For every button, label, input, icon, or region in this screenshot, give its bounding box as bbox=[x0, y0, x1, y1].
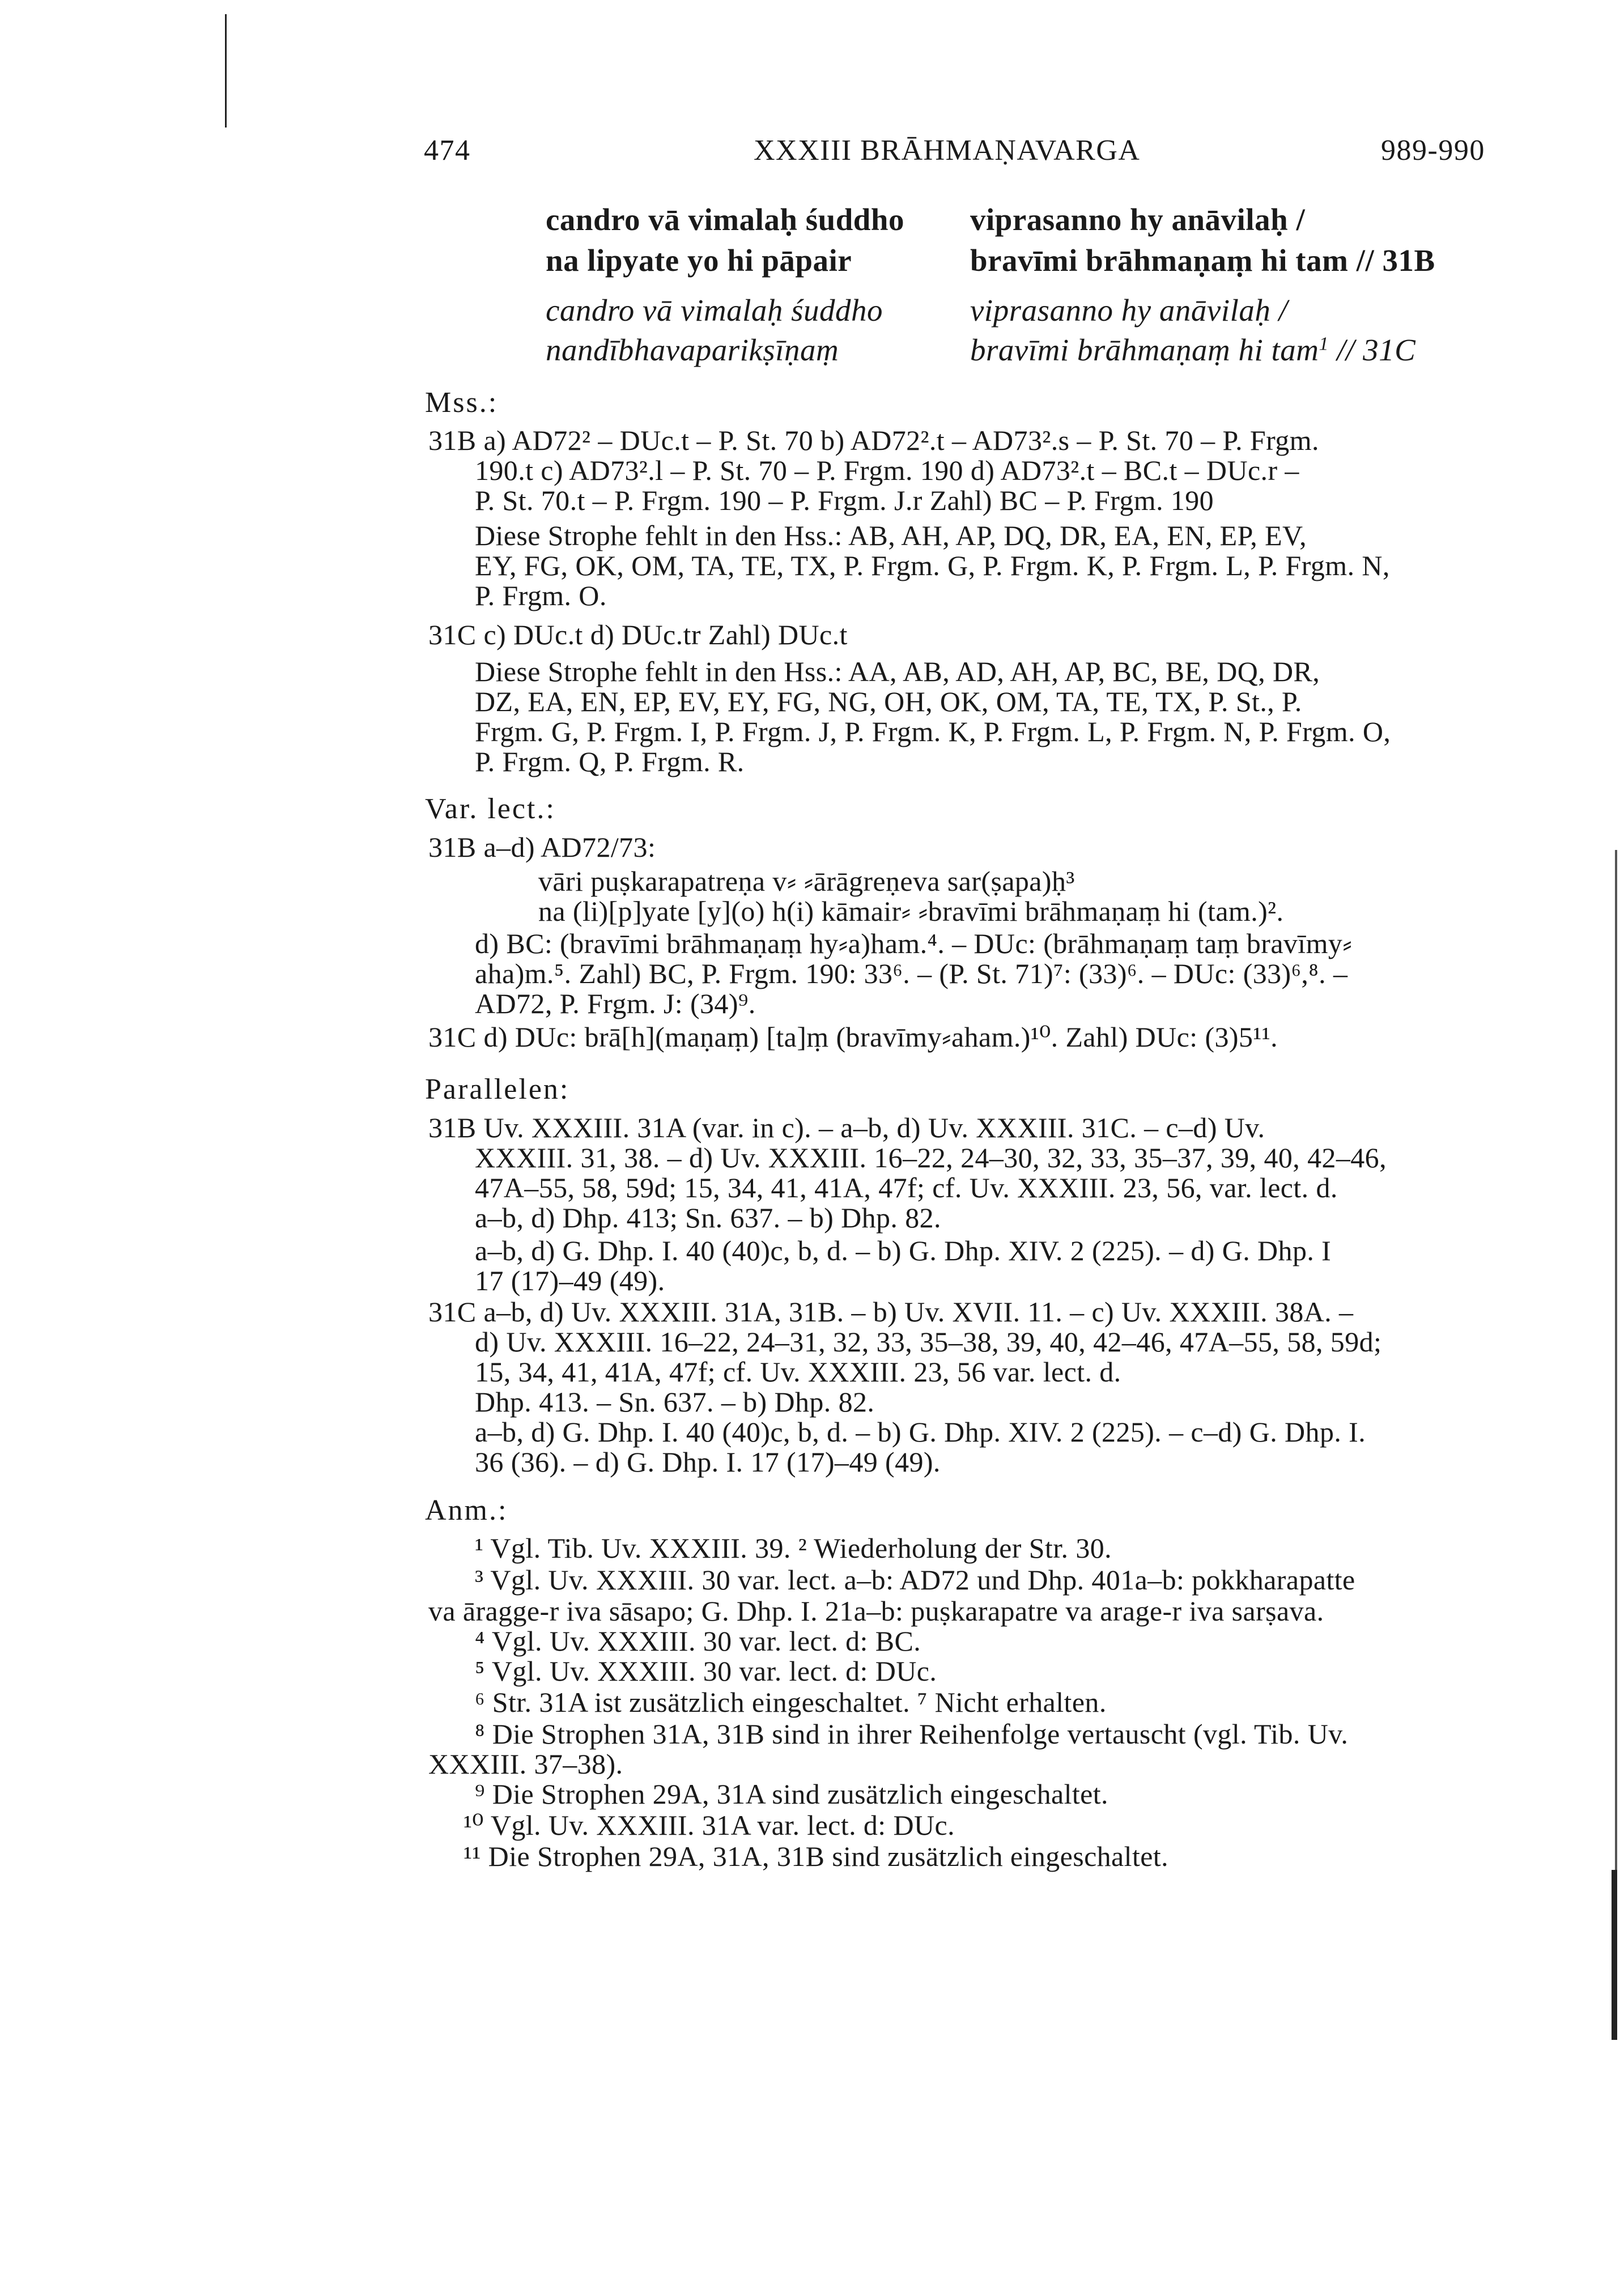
footnote-line: ⁶ Str. 31A ist zusätzlich eingeschaltet. ⁷ Nicht erhalten. bbox=[475, 1686, 1107, 1718]
verse-31b-line1-a: candro vā vimalaḥ śuddho bbox=[546, 202, 904, 237]
var-lect-line: aha)m.⁵. Zahl) BC, P. Frgm. 190: 33⁶. – (P. St. 71)⁷: (33)⁶. – DUc: (33)⁶,⁸. – bbox=[475, 958, 1348, 989]
mss-line: Frgm. G, P. Frgm. I, P. Frgm. J, P. Frgm. K, P. Frgm. L, P. Frgm. N, P. Frgm. O, bbox=[475, 716, 1391, 747]
var-lect-line: na (li)[p]yate [y](o) h(i) kāmair⸗ ⸗bravīmi brāhmaṇaṃ hi (tam.)². bbox=[538, 895, 1284, 927]
verse-31c-line1-b: viprasanno hy anāvilaḥ / bbox=[970, 293, 1288, 328]
section-parallelen-heading: Parallelen: bbox=[425, 1073, 570, 1106]
mss-line: P. St. 70.t – P. Frgm. 190 – P. Frgm. J.r Zahl) BC – P. Frgm. 190 bbox=[475, 484, 1214, 516]
section-mss-heading: Mss.: bbox=[425, 386, 499, 419]
footnote-line: ¹⁰ Vgl. Uv. XXXIII. 31A var. lect. d: DUc. bbox=[464, 1809, 955, 1841]
verse-31c-line2-b: bravīmi brāhmaṇaṃ hi tam$^1$ // 31C bbox=[970, 333, 1416, 367]
footnote-line: XXXIII. 37–38). bbox=[428, 1748, 623, 1780]
verse-31b-line2-b: bravīmi brāhmaṇaṃ hi tam // 31B bbox=[970, 243, 1435, 278]
scan-edge-mark-right-lower bbox=[1612, 1870, 1617, 2040]
verse-range: 989-990 bbox=[1381, 134, 1485, 167]
var-lect-line: 31B a–d) AD72/73: bbox=[428, 831, 656, 863]
parallelen-line: 47A–55, 58, 59d; 15, 34, 41, 41A, 47f; cf. Uv. XXXIII. 23, 56, var. lect. d. bbox=[475, 1172, 1338, 1204]
scan-edge-mark-top bbox=[225, 14, 227, 127]
mss-line: P. Frgm. O. bbox=[475, 580, 607, 611]
verse-31b-line1-b: viprasanno hy anāvilaḥ / bbox=[970, 202, 1306, 237]
mss-line: Diese Strophe fehlt in den Hss.: AA, AB, AD, AH, AP, BC, BE, DQ, DR, bbox=[475, 656, 1320, 687]
var-lect-line: vāri puṣkarapatreṇa v⸗ ⸗ārāgreṇeva sar(ṣapa)ḥ³ bbox=[538, 865, 1075, 897]
verse-31b-line2-a: na lipyate yo hi pāpair bbox=[546, 243, 852, 278]
footnote-ref-1: 1 bbox=[1319, 333, 1329, 355]
footnote-line: va āragge-r iva sāsapo; G. Dhp. I. 21a–b: puṣkarapatre va arage-r iva sarṣava. bbox=[428, 1595, 1324, 1627]
parallelen-line: 31C a–b, d) Uv. XXXIII. 31A, 31B. – b) Uv. XVII. 11. – c) Uv. XXXIII. 38A. – bbox=[428, 1296, 1354, 1328]
parallelen-line: XXXIII. 31, 38. – d) Uv. XXXIII. 16–22, 24–30, 32, 33, 35–37, 39, 40, 42–46, bbox=[475, 1142, 1387, 1173]
parallelen-line: 31B Uv. XXXIII. 31A (var. in c). – a–b, d) Uv. XXXIII. 31C. – c–d) Uv. bbox=[428, 1112, 1265, 1143]
verse-31c-line1-a: candro vā vimalaḥ śuddho bbox=[546, 293, 883, 328]
var-lect-line: 31C d) DUc: brā[h](maṇaṃ) [ta]ṃ (bravīmy⸗aham.)¹⁰. Zahl) DUc: (3)5¹¹. bbox=[428, 1021, 1278, 1053]
parallelen-line: 17 (17)–49 (49). bbox=[475, 1265, 665, 1296]
scan-edge-mark-right bbox=[1615, 850, 1617, 2040]
mss-line: 31C c) DUc.t d) DUc.tr Zahl) DUc.t bbox=[428, 619, 848, 650]
var-lect-line: AD72, P. Frgm. J: (34)⁹. bbox=[475, 988, 756, 1019]
mss-line: 31B a) AD72² – DUc.t – P. St. 70 b) AD72².t – AD73².s – P. St. 70 – P. Frgm. bbox=[428, 424, 1319, 456]
footnote-line: ⁵ Vgl. Uv. XXXIII. 30 var. lect. d: DUc. bbox=[475, 1655, 937, 1687]
mss-line: DZ, EA, EN, EP, EV, EY, FG, NG, OH, OK, OM, TA, TE, TX, P. St., P. bbox=[475, 686, 1302, 717]
section-anm-heading: Anm.: bbox=[425, 1494, 508, 1527]
section-var-lect-heading: Var. lect.: bbox=[425, 793, 556, 825]
mss-line: EY, FG, OK, OM, TA, TE, TX, P. Frgm. G, P. Frgm. K, P. Frgm. L, P. Frgm. N, bbox=[475, 550, 1390, 581]
mss-line: Diese Strophe fehlt in den Hss.: AB, AH, AP, DQ, DR, EA, EN, EP, EV, bbox=[475, 520, 1307, 551]
running-title: XXXIII BRĀHMAṆAVARGA bbox=[754, 134, 1141, 167]
parallelen-line: 36 (36). – d) G. Dhp. I. 17 (17)–49 (49). bbox=[475, 1446, 941, 1478]
parallelen-line: a–b, d) G. Dhp. I. 40 (40)c, b, d. – b) G. Dhp. XIV. 2 (225). – c–d) G. Dhp. I. bbox=[475, 1416, 1366, 1448]
var-lect-line: d) BC: (bravīmi brāhmaṇaṃ hy⸗a)ham.⁴. – DUc: (brāhmaṇaṃ taṃ bravīmy⸗ bbox=[475, 928, 1353, 959]
footnote-line: ⁴ Vgl. Uv. XXXIII. 30 var. lect. d: BC. bbox=[475, 1625, 921, 1657]
parallelen-line: 15, 34, 41, 41A, 47f; cf. Uv. XXXIII. 23, 56 var. lect. d. bbox=[475, 1356, 1121, 1388]
parallelen-line: d) Uv. XXXIII. 16–22, 24–31, 32, 33, 35–38, 39, 40, 42–46, 47A–55, 58, 59d; bbox=[475, 1326, 1382, 1358]
footnote-line: ⁸ Die Strophen 31A, 31B sind in ihrer Reihenfolge vertauscht (vgl. Tib. Uv. bbox=[475, 1718, 1349, 1750]
parallelen-line: Dhp. 413. – Sn. 637. – b) Dhp. 82. bbox=[475, 1386, 875, 1418]
footnote-line: ⁹ Die Strophen 29A, 31A sind zusätzlich eingeschaltet. bbox=[475, 1778, 1108, 1810]
footnote-line: ¹¹ Die Strophen 29A, 31A, 31B sind zusätzlich eingeschaltet. bbox=[464, 1840, 1169, 1872]
footnote-line: ¹ Vgl. Tib. Uv. XXXIII. 39. ² Wiederholung der Str. 30. bbox=[475, 1532, 1112, 1564]
verse-31c-line2-a: nandībhavaparikṣīṇaṃ bbox=[546, 333, 839, 367]
footnote-line: ³ Vgl. Uv. XXXIII. 30 var. lect. a–b: AD72 und Dhp. 401a–b: pokkharapatte bbox=[475, 1564, 1355, 1596]
mss-line: P. Frgm. Q, P. Frgm. R. bbox=[475, 746, 745, 777]
parallelen-line: a–b, d) Dhp. 413; Sn. 637. – b) Dhp. 82. bbox=[475, 1202, 941, 1234]
parallelen-line: a–b, d) G. Dhp. I. 40 (40)c, b, d. – b) G. Dhp. XIV. 2 (225). – d) G. Dhp. I bbox=[475, 1235, 1332, 1266]
page-number: 474 bbox=[424, 134, 471, 167]
mss-line: 190.t c) AD73².l – P. St. 70 – P. Frgm. 190 d) AD73².t – BC.t – DUc.r – bbox=[475, 454, 1299, 486]
